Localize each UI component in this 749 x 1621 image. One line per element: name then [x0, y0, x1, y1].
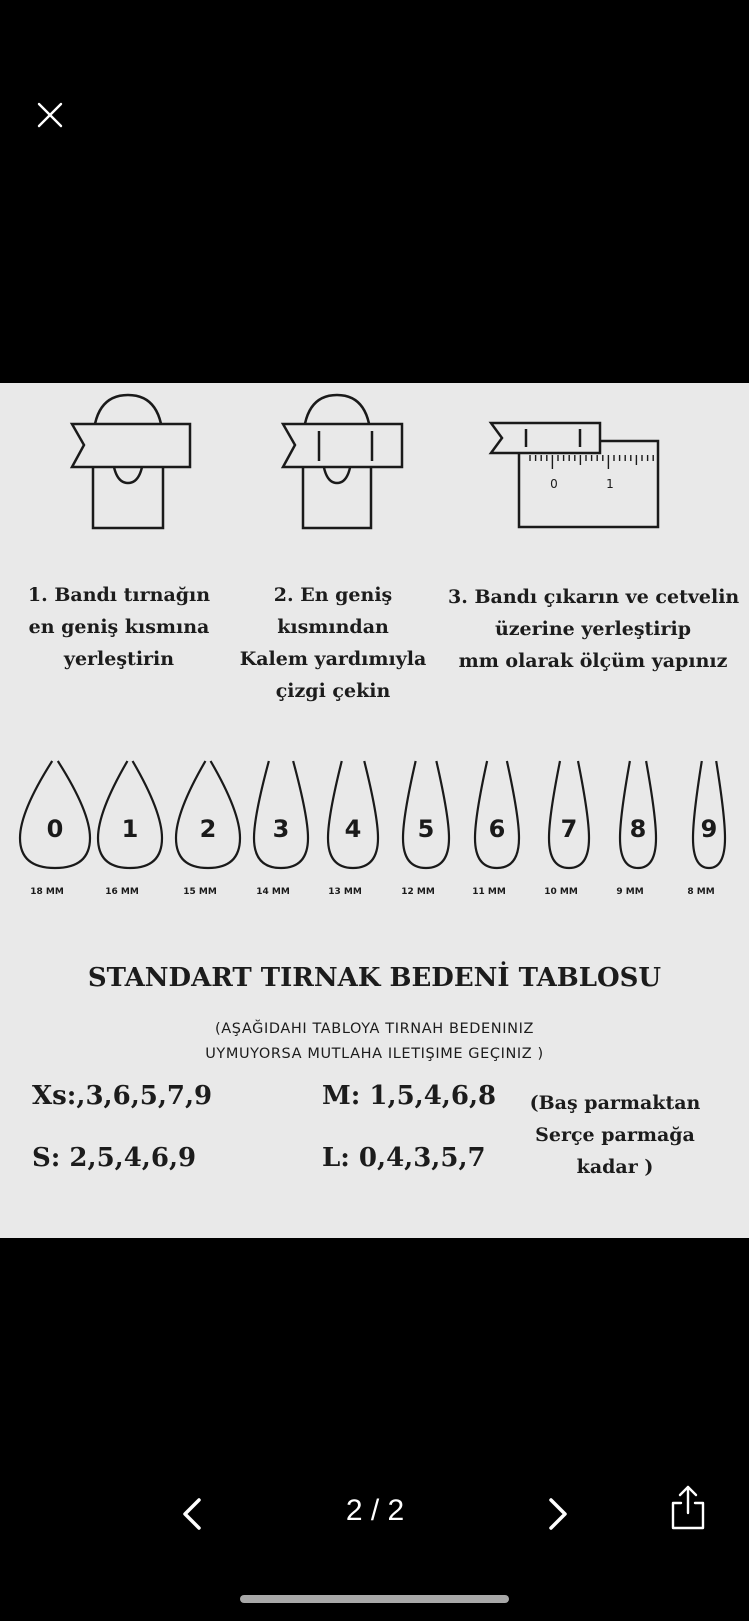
share-icon: [666, 1483, 710, 1533]
nail-size-5: [401, 761, 449, 897]
table-title: STANDART TIRNAK BEDENİ TABLOSU: [87, 963, 662, 993]
step-1-line: yerleştirin: [63, 648, 175, 670]
finger-with-marked-tape-icon: [283, 395, 402, 528]
step-1-line: 1. Bandı tırnağın: [27, 584, 211, 606]
nail-size-6: [472, 761, 519, 897]
table-note-line: UYMUYORSA MUTLAHA ILETIŞIME GEÇINIZ ): [205, 1046, 544, 1062]
size-range-line: kadar ): [576, 1156, 654, 1178]
nail-size-chart-image: [0, 383, 749, 1238]
viewer-bottom-bar: [0, 1480, 749, 1560]
home-indicator: [240, 1595, 509, 1603]
share-button[interactable]: [666, 1483, 710, 1533]
nail-size-label: 16 MM: [105, 887, 139, 897]
nail-number: 3: [272, 815, 290, 843]
nail-size-label: 12 MM: [401, 887, 435, 897]
table-note-line: (AŞAĞIDAHI TABLOYA TIRNAH BEDENINIZ: [215, 1021, 534, 1037]
step-2-text: [228, 579, 438, 707]
nail-size-label: 8 MM: [687, 887, 715, 897]
size-range-note: [510, 1087, 720, 1183]
nail-size-label: 14 MM: [256, 887, 290, 897]
close-button[interactable]: [30, 95, 70, 135]
page-counter: 2 / 2: [345, 1494, 405, 1527]
step-3-line: üzerine yerleştirip: [494, 618, 692, 640]
table-note: [0, 1017, 749, 1067]
size-range-line: Serçe parmağa: [535, 1124, 695, 1146]
ruler-ticks: [530, 455, 653, 469]
step-2-line: Kalem yardımıyla: [239, 648, 427, 670]
nail-number: 6: [488, 815, 506, 843]
size-xs: Xs:,3,6,5,7,9: [32, 1081, 213, 1111]
nail-size-8: [616, 761, 656, 897]
nail-number: 4: [344, 815, 362, 843]
nail-size-0: [20, 761, 90, 897]
ruler-label-0: 0: [550, 477, 558, 491]
previous-button[interactable]: [172, 1492, 216, 1536]
ruler-label-1: 1: [606, 477, 614, 491]
nail-number: 0: [46, 815, 64, 843]
chevron-left-icon: [172, 1492, 216, 1536]
nail-size-label: 11 MM: [472, 887, 506, 897]
chevron-right-icon: [534, 1492, 578, 1536]
step-3-line: mm olarak ölçüm yapınız: [458, 650, 728, 672]
nail-number: 5: [417, 815, 435, 843]
nail-size-label: 10 MM: [544, 887, 578, 897]
ruler-with-tape-icon: [491, 423, 658, 527]
nail-size-1: [98, 761, 162, 897]
nail-sizes-row: [0, 753, 749, 903]
nail-number: 8: [629, 815, 647, 843]
size-s: S: 2,5,4,6,9: [32, 1143, 197, 1173]
next-button[interactable]: [534, 1492, 578, 1536]
nail-size-label: 13 MM: [328, 887, 362, 897]
step-3-text: [448, 581, 738, 677]
nail-number: 1: [121, 815, 139, 843]
size-m: M: 1,5,4,6,8: [322, 1081, 497, 1111]
finger-with-tape-icon: [72, 395, 190, 528]
close-icon: [30, 95, 70, 135]
nail-size-4: [328, 761, 378, 897]
step-2-line: çizgi çekin: [275, 680, 391, 702]
step-2-line: 2. En geniş: [273, 584, 393, 606]
step-1-text: [14, 579, 224, 675]
measuring-steps-illustration: [0, 383, 749, 533]
size-range-line: (Baş parmaktan: [529, 1092, 701, 1114]
step-2-line: kısmından: [277, 616, 389, 638]
nail-size-label: 9 MM: [616, 887, 644, 897]
step-3-line: 3. Bandı çıkarın ve cetvelin: [448, 586, 740, 608]
step-1-line: en geniş kısmına: [28, 616, 210, 638]
nail-size-7: [544, 761, 589, 897]
nail-number: 2: [199, 815, 217, 843]
nail-size-label: 15 MM: [183, 887, 217, 897]
nail-size-9: [687, 761, 725, 897]
nail-number: 7: [560, 815, 578, 843]
nail-size-3: [254, 761, 308, 897]
nail-number: 9: [700, 815, 718, 843]
nail-size-2: [176, 761, 240, 897]
size-l: L: 0,4,3,5,7: [322, 1143, 486, 1173]
nail-size-label: 18 MM: [30, 887, 64, 897]
